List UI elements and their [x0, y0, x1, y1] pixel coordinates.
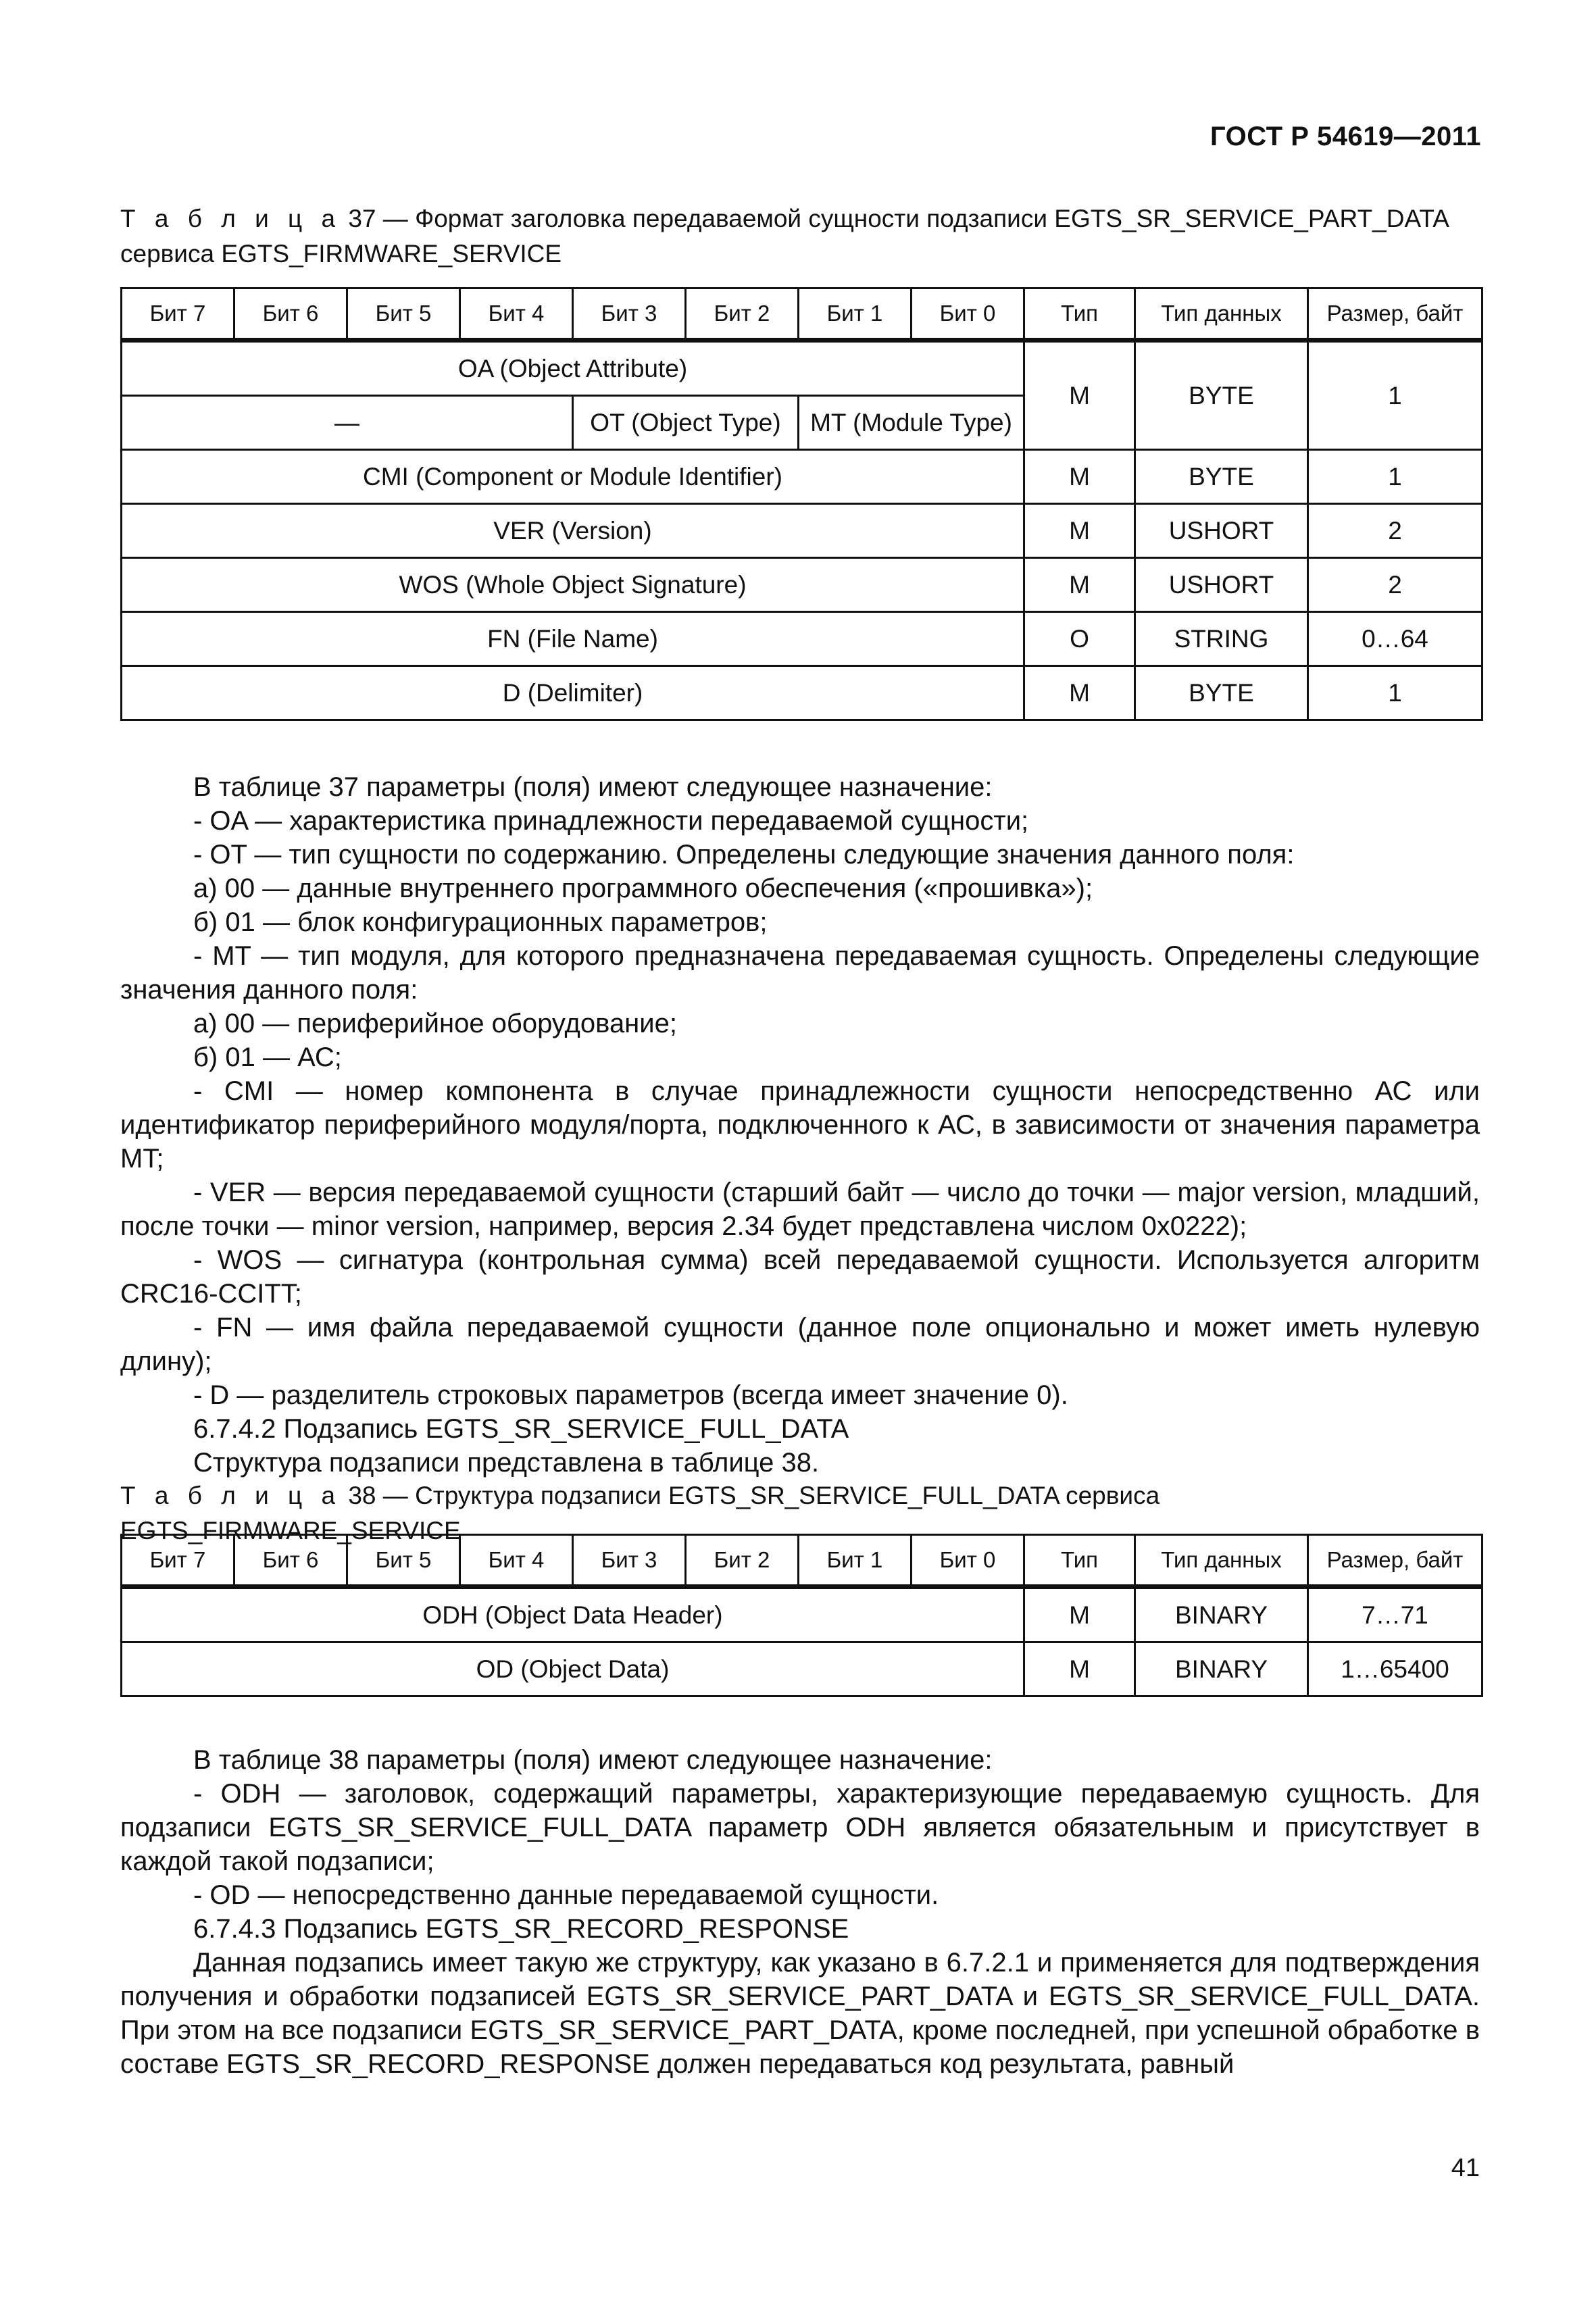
table-row: [122, 558, 1482, 612]
paragraph: - FN — имя файла передаваемой сущности (данное поле опционально и может иметь нулевую длину);: [120, 1313, 1480, 1376]
table-header-cell: Бит 6: [234, 288, 347, 341]
field-name-cell: OD (Object Data): [122, 1642, 1024, 1696]
field-name-cell: WOS (Whole Object Signature): [122, 558, 1024, 612]
page-number: 41: [1451, 2154, 1480, 2182]
data-type-cell: USHORT: [1135, 504, 1308, 558]
ot-field-cell: OT (Object Type): [573, 396, 799, 450]
size-cell: 1…65400: [1308, 1642, 1482, 1696]
size-cell: 1: [1308, 450, 1482, 504]
table-row: [122, 504, 1482, 558]
paragraph: - ODH — заголовок, содержащий параметры, характеризующие передаваемую сущность. Для подзаписи EGTS_SR_SERVICE_FULL_DATA параметр ODH является обязательным и присутствует в каждой такой подзаписи;: [120, 1779, 1480, 1876]
type-cell: M: [1024, 341, 1135, 450]
table-header-cell: Бит 1: [799, 1535, 912, 1587]
size-cell: 7…71: [1308, 1587, 1482, 1642]
paragraph: б) 01 — АС;: [193, 1042, 342, 1072]
paragraph: В таблице 37 параметры (поля) имеют следующее назначение:: [193, 772, 993, 802]
size-cell: 1: [1308, 666, 1482, 720]
data-type-cell: BINARY: [1135, 1587, 1308, 1642]
data-type-cell: BYTE: [1135, 666, 1308, 720]
table-header-cell: Бит 3: [573, 1535, 686, 1587]
paragraph: - OD — непосредственно данные передаваемой сущности.: [193, 1880, 939, 1910]
table-header-cell: Бит 3: [573, 288, 686, 341]
oa-field-cell: OA (Object Attribute): [122, 341, 1024, 396]
table-header-cell: Размер, байт: [1308, 288, 1482, 341]
body-text-1: [120, 770, 1480, 1480]
paragraph: - D — разделитель строковых параметров (всегда имеет значение 0).: [193, 1380, 1068, 1410]
table-row: [122, 666, 1482, 720]
table-header-cell: Бит 2: [686, 1535, 799, 1587]
paragraph: - MT — тип модуля, для которого предназначена передаваемая сущность. Определены следующие значения данного поля:: [120, 941, 1480, 1005]
type-cell: O: [1024, 612, 1135, 666]
table-37-caption-text: 37 — Формат заголовка передаваемой сущности подзаписи EGTS_SR_SERVICE_PART_DATA сервиса EGTS_FIRMWARE_SERVICE: [120, 205, 1448, 268]
paragraph: - OT — тип сущности по содержанию. Определены следующие значения данного поля:: [193, 840, 1295, 870]
field-name-cell: ODH (Object Data Header): [122, 1587, 1024, 1642]
table-38-header-row: [122, 1535, 1482, 1587]
table-header-cell: Размер, байт: [1308, 1535, 1482, 1587]
table-38-caption-label: Т а б л и ц а: [120, 1482, 342, 1509]
type-cell: M: [1024, 558, 1135, 612]
data-type-cell: BYTE: [1135, 450, 1308, 504]
table-37-caption-label: Т а б л и ц а: [120, 205, 342, 232]
table-38: [120, 1534, 1483, 1697]
data-type-cell: BINARY: [1135, 1642, 1308, 1696]
size-cell: 1: [1308, 341, 1482, 450]
table-header-cell: Бит 7: [122, 1535, 234, 1587]
size-cell: 2: [1308, 558, 1482, 612]
table-row: [122, 1587, 1482, 1642]
table-row: [122, 612, 1482, 666]
size-cell: 0…64: [1308, 612, 1482, 666]
table-37-header-row: [122, 288, 1482, 341]
section-heading: 6.7.4.3 Подзапись EGTS_SR_RECORD_RESPONSE: [193, 1914, 849, 1944]
table-header-cell: Бит 0: [912, 1535, 1024, 1587]
table-header-cell: Тип: [1024, 1535, 1135, 1587]
paragraph: а) 00 — периферийное оборудование;: [193, 1009, 677, 1038]
paragraph: а) 00 — данные внутреннего программного обеспечения («прошивка»);: [193, 874, 1093, 903]
reserved-bits-cell: —: [122, 396, 573, 450]
type-cell: M: [1024, 504, 1135, 558]
table-header-cell: Бит 2: [686, 288, 799, 341]
field-name-cell: FN (File Name): [122, 612, 1024, 666]
data-type-cell: STRING: [1135, 612, 1308, 666]
type-cell: M: [1024, 666, 1135, 720]
table-38-caption-text: 38 — Структура подзаписи EGTS_SR_SERVICE_FULL_DATA сервиса EGTS_FIRMWARE_SERVICE: [120, 1482, 1160, 1544]
data-type-cell: USHORT: [1135, 558, 1308, 612]
field-name-cell: D (Delimiter): [122, 666, 1024, 720]
paragraph: В таблице 38 параметры (поля) имеют следующее назначение:: [193, 1745, 993, 1775]
paragraph: Структура подзаписи представлена в таблице 38.: [193, 1448, 820, 1478]
table-header-cell: Бит 1: [799, 288, 912, 341]
paragraph: - OA — характеристика принадлежности передаваемой сущности;: [193, 806, 1029, 836]
paragraph: - CMI — номер компонента в случае принадлежности сущности непосредственно АС или идентификатор периферийного модуля/порта, подключенного к АС, в зависимости от значения параметра MT;: [120, 1076, 1480, 1174]
table-37: [120, 287, 1483, 721]
table-header-cell: Бит 0: [912, 288, 1024, 341]
table-header-cell: Тип: [1024, 288, 1135, 341]
table-header-cell: Бит 7: [122, 288, 234, 341]
paragraph: - VER — версия передаваемой сущности (старший байт — число до точки — major version, младший, после точки — minor version, например, версия 2.34 будет представлена числом 0x0222);: [120, 1178, 1480, 1241]
field-name-cell: CMI (Component or Module Identifier): [122, 450, 1024, 504]
table-row: [122, 450, 1482, 504]
section-heading: 6.7.4.2 Подзапись EGTS_SR_SERVICE_FULL_DATA: [193, 1414, 849, 1444]
table-37-caption: [120, 201, 1480, 272]
table-header-cell: Тип данных: [1135, 288, 1308, 341]
type-cell: M: [1024, 1587, 1135, 1642]
table-header-cell: Тип данных: [1135, 1535, 1308, 1587]
table-row: [122, 1642, 1482, 1696]
body-text-2: [120, 1743, 1480, 2081]
mt-field-cell: MT (Module Type): [799, 396, 1024, 450]
table-header-cell: Бит 4: [460, 1535, 573, 1587]
table-header-cell: Бит 6: [234, 1535, 347, 1587]
table-header-cell: Бит 5: [347, 288, 460, 341]
standard-header: ГОСТ Р 54619—2011: [1210, 122, 1481, 151]
paragraph: Данная подзапись имеет такую же структуру, как указано в 6.7.2.1 и применяется для подтверждения получения и обработки подзаписей EGTS_SR_SERVICE_PART_DATA и EGTS_SR_SERVICE_FULL_DATA. При этом на все подзаписи EGTS_SR_SERVICE_PART_DATA, кроме последней, при успешной обработке в составе EGTS_SR_RECORD_RESPONSE должен передаваться код результата, равный: [120, 1948, 1480, 2079]
data-type-cell: BYTE: [1135, 341, 1308, 450]
paragraph: - WOS — сигнатура (контрольная сумма) всей передаваемой сущности. Используется алгоритм CRC16-CCITT;: [120, 1245, 1480, 1309]
paragraph: б) 01 — блок конфигурационных параметров;: [193, 907, 768, 937]
size-cell: 2: [1308, 504, 1482, 558]
field-name-cell: VER (Version): [122, 504, 1024, 558]
type-cell: M: [1024, 450, 1135, 504]
table-header-cell: Бит 4: [460, 288, 573, 341]
table-row: [122, 341, 1482, 396]
type-cell: M: [1024, 1642, 1135, 1696]
table-header-cell: Бит 5: [347, 1535, 460, 1587]
